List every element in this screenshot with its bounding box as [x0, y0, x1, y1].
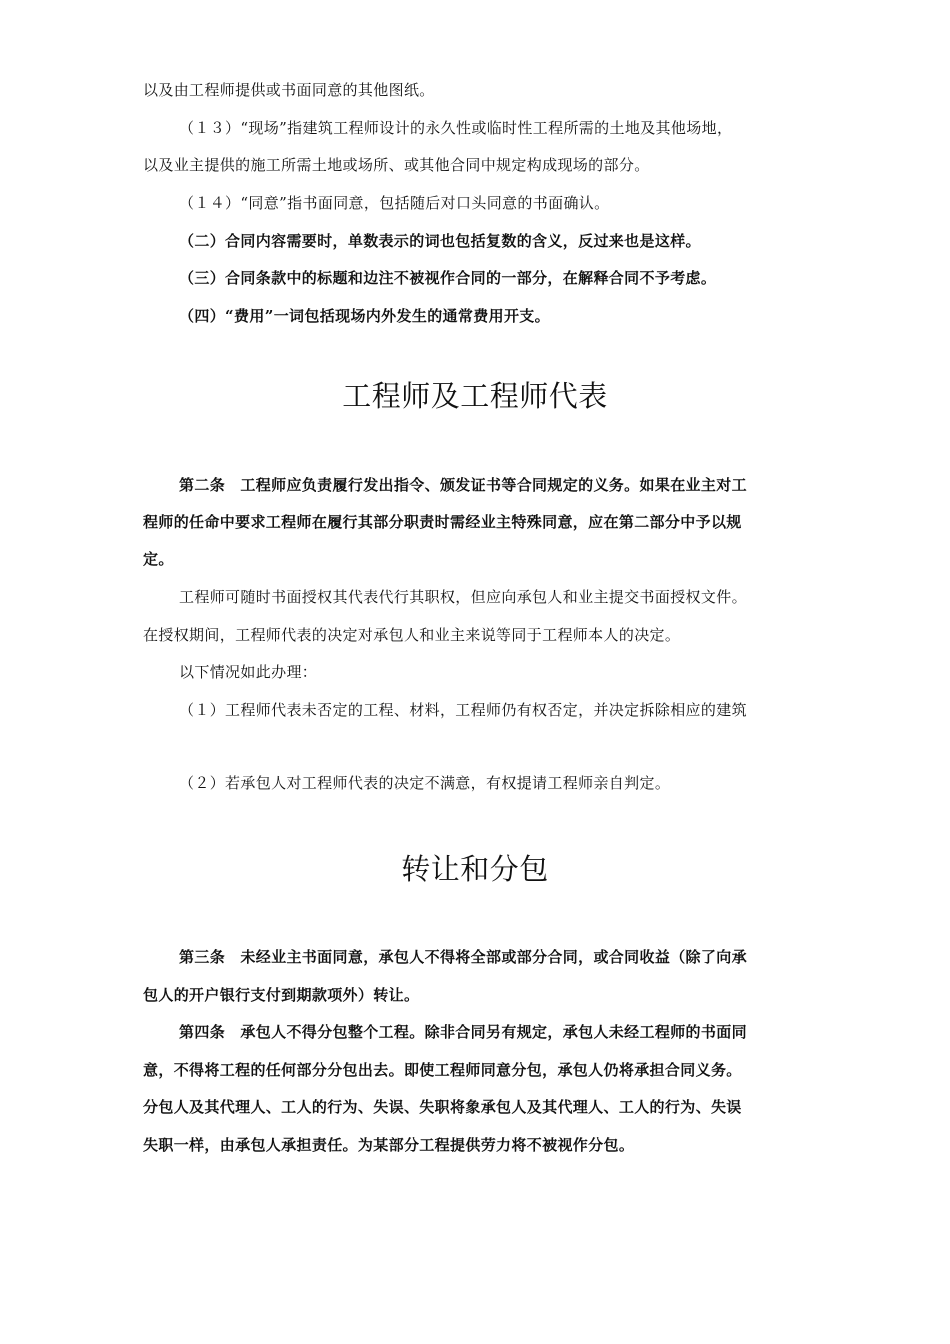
section-heading: 转让和分包	[401, 852, 549, 886]
text-line: 定。	[143, 550, 174, 568]
text-line: （１）工程师代表未否定的工程、材料，工程师仍有权否定，并决定拆除相应的建筑	[179, 701, 747, 719]
text-line: 在授权期间，工程师代表的决定对承包人和业主来说等同于工程师本人的决定。	[143, 626, 681, 644]
text-line: （三）合同条款中的标题和边注不被视作合同的一部分，在解释合同不予考虑。	[179, 269, 717, 287]
section-heading: 工程师及工程师代表	[342, 379, 608, 413]
text-line: 第四条 承包人不得分包整个工程。除非合同另有规定，承包人未经工程师的书面同	[179, 1023, 747, 1041]
text-line: 失职一样，由承包人承担责任。为某部分工程提供劳力将不被视作分包。	[143, 1136, 635, 1154]
text-line: 以下情况如此办理：	[179, 663, 318, 681]
text-line: 程师的任命中要求工程师在履行其部分职责时需经业主特殊同意，应在第二部分中予以规	[143, 513, 742, 531]
text-line: （四）“费用”一词包括现场内外发生的通常费用开支。	[179, 307, 551, 325]
text-line: 以及由工程师提供或书面同意的其他图纸。	[143, 81, 435, 99]
text-line: 分包人及其代理人、工人的行为、失误、失职将象承包人及其代理人、工人的行为、失误	[143, 1098, 742, 1116]
text-line: 意，不得将工程的任何部分分包出去。即使工程师同意分包，承包人仍将承担合同义务。	[143, 1061, 742, 1079]
text-line: 以及业主提供的施工所需土地或场所、或其他合同中规定构成现场的部分。	[143, 156, 650, 174]
text-line: 包人的开户银行支付到期款项外）转让。	[143, 986, 420, 1004]
text-line: 工程师可随时书面授权其代表代行其职权，但应向承包人和业主提交书面授权文件。	[179, 588, 747, 606]
text-line: （１３）“现场”指建筑工程师设计的永久性或临时性工程所需的土地及其他场地，	[179, 119, 733, 137]
text-line: （１４）“同意”指书面同意，包括随后对口头同意的书面确认。	[179, 194, 610, 212]
text-line: （二）合同内容需要时，单数表示的词也包括复数的含义，反过来也是这样。	[179, 232, 701, 250]
text-line: 第三条 未经业主书面同意，承包人不得将全部或部分合同，或合同收益（除了向承	[179, 948, 747, 966]
text-line: 第二条 工程师应负责履行发出指令、颁发证书等合同规定的义务。如果在业主对工	[179, 476, 747, 494]
text-line: （２）若承包人对工程师代表的决定不满意，有权提请工程师亲自判定。	[179, 774, 671, 792]
